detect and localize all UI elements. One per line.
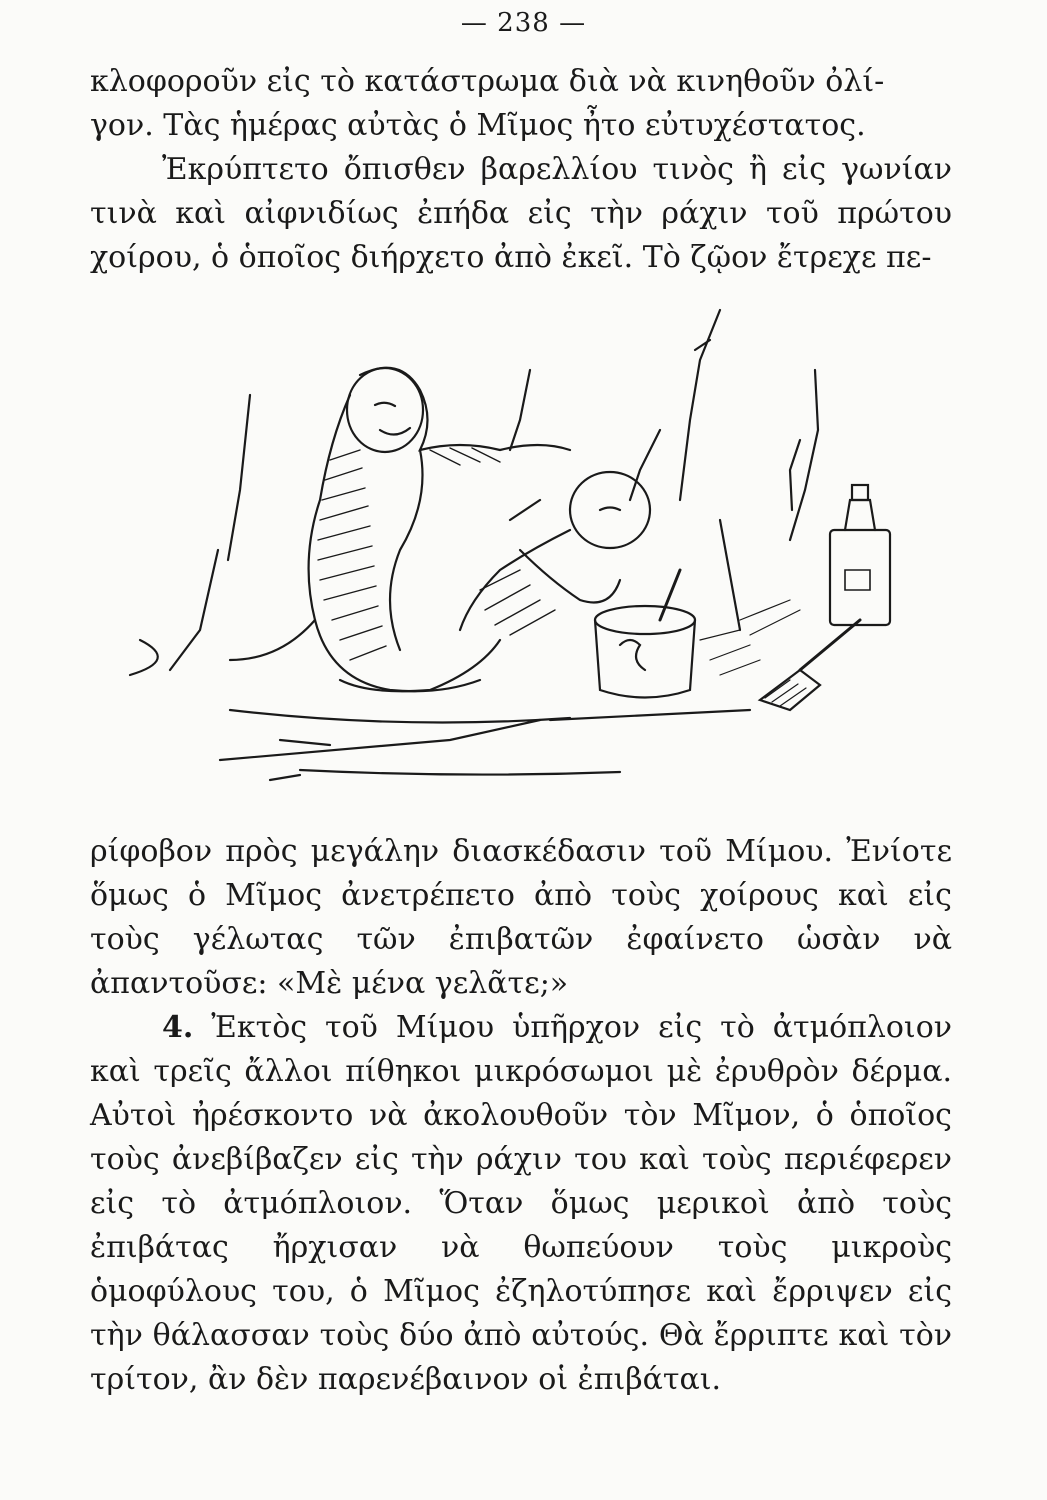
paragraph-number: 4.: [162, 1010, 194, 1045]
page-number: — 238 —: [460, 8, 587, 38]
monkey-illustration: [100, 300, 960, 810]
paragraph: Ἐκρύπτετο ὄπισθεν βαρελλίου τινὸς ἢ εἰς γωνίαν τινὰ καὶ αἰφνιδίως ἐπήδα εἰς τὴν ράχιν τοῦ πρώτου χοίρου, ὁ ὁποῖος διήρχετο ἀπὸ ἐκεῖ. Τὸ ζῷον ἔτρεχε πε-: [90, 152, 952, 275]
paragraph-continuation: [90, 60, 952, 148]
text-block-top: [90, 60, 952, 280]
paragraph-continuation: ρίφοβον πρὸς μεγάλην διασκέδασιν τοῦ Μίμου. Ἐνίοτε ὅμως ὁ Μῖμος ἀνετρέπετο ἀπὸ τοὺς χοίρους καὶ εἰς τοὺς γέλωτας τῶν ἐπιβατῶν ἐφαίνετο ὡσὰν νὰ ἀπαντοῦσε: «Μὲ μένα γελᾶτε;»: [90, 834, 952, 1001]
paragraph-numbered: [90, 1006, 952, 1402]
text-block-bottom: [90, 830, 952, 1402]
text-line: κλοφοροῦν εἰς τὸ κατάστρωμα διὰ νὰ κινηθοῦν ὀλί-: [90, 64, 885, 99]
paragraph-text: Ἐκτὸς τοῦ Μίμου ὑπῆρχον εἰς τὸ ἀτμόπλοιον καὶ τρεῖς ἄλλοι πίθηκοι μικρόσωμοι μὲ ἐρυθρὸν δέρμα. Αὐτοὶ ἠρέσκοντο νὰ ἀκολουθοῦν τὸν Μῖμον, ὁ ὁποῖος τοὺς ἀνεβίβαζεν εἰς τὴν ράχιν του καὶ τοὺς περιέφερεν εἰς τὸ ἀτμόπλοιον. Ὅταν ὅμως μερικοὶ ἀπὸ τοὺς ἐπιβάτας ἤρχισαν νὰ θωπεύουν τοὺς μικροὺς ὁμοφύλους του, ὁ Μῖμος ἐζηλοτύπησε καὶ ἔρριψεν εἰς τὴν θάλασσαν τοὺς δύο ἀπὸ αὐτούς. Θὰ ἔρριπτε καὶ τὸν τρίτον, ἂν δὲν παρενέβαινον οἱ ἐπιβάται.: [90, 1010, 952, 1397]
text-line: γον. Τὰς ἡμέρας αὐτὰς ὁ Μῖμος ἦτο εὐτυχέστατος.: [90, 108, 866, 143]
